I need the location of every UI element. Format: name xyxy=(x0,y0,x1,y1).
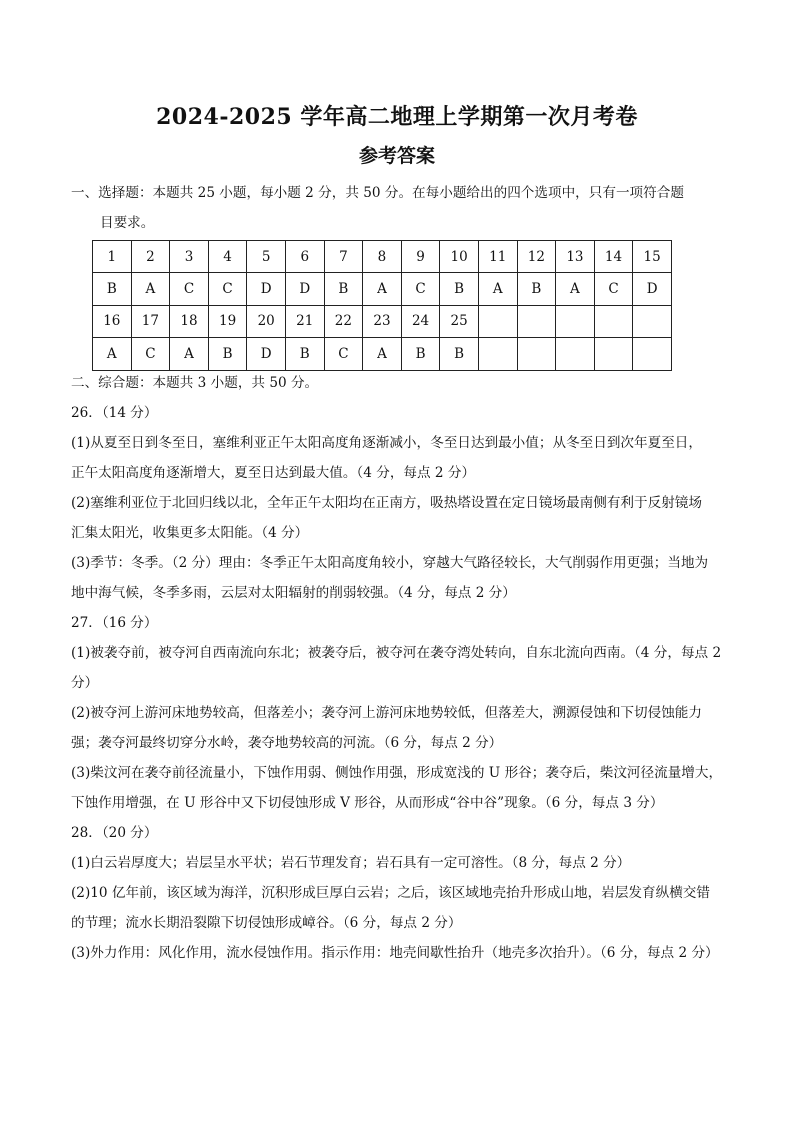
table-cell: 10 xyxy=(440,241,479,273)
table-cell: 23 xyxy=(363,305,402,337)
table-cell xyxy=(517,338,556,370)
table-cell: D xyxy=(247,338,286,370)
q27-answer-3-line2: 下蚀作用增强，在 U 形谷中又下切侵蚀形成 V 形谷，从而形成“谷中谷”现象。（6 分，每点 3 分） xyxy=(71,795,664,811)
q26-answer-1-line1: (1)从夏至日到冬至日，塞维利亚正午太阳高度角逐渐减小，冬至日达到最小值；从冬至日到次年夏至日， xyxy=(71,435,702,451)
q26-header: 26．（14 分） xyxy=(71,405,158,421)
table-cell: A xyxy=(93,338,132,370)
page-title: 2024-2025 学年高二地理上学期第一次月考卷 xyxy=(156,104,638,130)
table-cell: 4 xyxy=(208,241,247,273)
section2-heading: 二、综合题：本题共 3 小题，共 50 分。 xyxy=(71,375,319,391)
table-cell: 18 xyxy=(170,305,209,337)
table-cell xyxy=(517,305,556,337)
table-cell: 2 xyxy=(131,241,170,273)
table-cell: B xyxy=(93,273,132,305)
q28-header: 28．（20 分） xyxy=(71,825,158,841)
table-cell: 21 xyxy=(285,305,324,337)
q26-answer-2-line2: 汇集太阳光，收集更多太阳能。（4 分） xyxy=(71,525,309,541)
table-cell: C xyxy=(324,338,363,370)
answer-table xyxy=(92,240,672,371)
table-cell: C xyxy=(131,338,170,370)
section2-block xyxy=(71,368,731,968)
q28-answer-3-line1: (3)外力作用：风化作用，流水侵蚀作用。指示作用：地壳间歇性抬升（地壳多次抬升）。（6 分，每点 2 分） xyxy=(71,945,719,961)
table-cell xyxy=(594,305,633,337)
table-cell: 7 xyxy=(324,241,363,273)
table-row-answers-2 xyxy=(93,338,672,370)
table-cell: 3 xyxy=(170,241,209,273)
table-cell: B xyxy=(401,338,440,370)
table-cell: 14 xyxy=(594,241,633,273)
table-cell: B xyxy=(208,338,247,370)
table-cell: 12 xyxy=(517,241,556,273)
q28-answer-1-line1: (1)白云岩厚度大；岩层呈水平状；岩石节理发育；岩石具有一定可溶性。（8 分，每点 2 分） xyxy=(71,855,631,871)
table-cell: 1 xyxy=(93,241,132,273)
q27-header: 27．（16 分） xyxy=(71,615,158,631)
table-cell: D xyxy=(633,273,672,305)
q27-answer-2-line2: 强；袭夺河最终切穿分水岭，袭夺地势较高的河流。（6 分，每点 2 分） xyxy=(71,735,503,751)
table-cell: 19 xyxy=(208,305,247,337)
q26-answer-3-line2: 地中海气候，冬季多雨，云层对太阳辐射的削弱较强。（4 分，每点 2 分） xyxy=(71,585,516,601)
table-row-numbers-2 xyxy=(93,305,672,337)
table-cell: 25 xyxy=(440,305,479,337)
table-cell xyxy=(556,305,595,337)
table-cell: B xyxy=(324,273,363,305)
table-cell: A xyxy=(131,273,170,305)
table-cell: 6 xyxy=(285,241,324,273)
q26-answer-1-line2: 正午太阳高度角逐渐增大，夏至日达到最大值。（4 分，每点 2 分） xyxy=(71,465,476,481)
table-cell: A xyxy=(363,338,402,370)
table-cell: B xyxy=(440,338,479,370)
table-cell: 17 xyxy=(131,305,170,337)
table-cell xyxy=(594,338,633,370)
table-cell xyxy=(633,338,672,370)
table-cell: A xyxy=(363,273,402,305)
table-cell: 24 xyxy=(401,305,440,337)
q26-answer-3-line1: (3)季节：冬季。（2 分）理由：冬季正午太阳高度角较小，穿越大气路径较长，大气削弱作用更强；当地为 xyxy=(71,555,709,571)
table-cell: 5 xyxy=(247,241,286,273)
table-cell: B xyxy=(517,273,556,305)
table-cell: A xyxy=(556,273,595,305)
q28-answer-2-line1: (2)10 亿年前，该区域为海洋，沉积形成巨厚白云岩；之后，该区域地壳抬升形成山地，岩层发育纵横交错 xyxy=(71,885,710,901)
table-cell: D xyxy=(247,273,286,305)
table-cell: B xyxy=(285,338,324,370)
table-cell: 16 xyxy=(93,305,132,337)
table-cell: 20 xyxy=(247,305,286,337)
table-cell xyxy=(633,305,672,337)
section1-instructions xyxy=(71,178,731,238)
table-cell: A xyxy=(478,273,517,305)
section1-line1: 一、选择题：本题共 25 小题，每小题 2 分，共 50 分。在每小题给出的四个选项中，只有一项符合题 xyxy=(71,185,684,201)
table-cell xyxy=(478,338,517,370)
table-cell: C xyxy=(208,273,247,305)
table-row-answers-1 xyxy=(93,273,672,305)
q27-answer-1-line2: 分） xyxy=(71,675,99,691)
q27-answer-3-line1: (3)柴汶河在袭夺前径流量小，下蚀作用弱、侧蚀作用强，形成宽浅的 U 形谷；袭夺后，柴汶河径流量增大， xyxy=(71,765,723,781)
table-cell: C xyxy=(170,273,209,305)
table-cell: 15 xyxy=(633,241,672,273)
table-cell: 13 xyxy=(556,241,595,273)
table-cell xyxy=(478,305,517,337)
table-cell: A xyxy=(170,338,209,370)
table-cell: B xyxy=(440,273,479,305)
q27-answer-2-line1: (2)被夺河上游河床地势较高，但落差小；袭夺河上游河床地势较低，但落差大，溯源侵蚀和下切侵蚀能力 xyxy=(71,705,702,721)
table-cell: 9 xyxy=(401,241,440,273)
q28-answer-2-line2: 的节理；流水长期沿裂隙下切侵蚀形成嶂谷。（6 分，每点 2 分） xyxy=(71,915,462,931)
q26-answer-2-line1: (2)塞维利亚位于北回归线以北，全年正午太阳均在正南方，吸热塔设置在定日镜场最南侧有利于反射镜场 xyxy=(71,495,702,511)
section1-line2: 目要求。 xyxy=(100,215,155,231)
table-cell: C xyxy=(594,273,633,305)
table-row-numbers-1 xyxy=(93,241,672,273)
table-cell: 11 xyxy=(478,241,517,273)
q27-answer-1-line1: (1)被袭夺前，被夺河自西南流向东北；被袭夺后，被夺河在袭夺湾处转向，自东北流向西南。（4 分，每点 2 xyxy=(71,645,722,661)
table-cell xyxy=(556,338,595,370)
page-subtitle: 参考答案 xyxy=(358,145,435,167)
table-cell: 22 xyxy=(324,305,363,337)
table-cell: 8 xyxy=(363,241,402,273)
table-cell: C xyxy=(401,273,440,305)
table-cell: D xyxy=(285,273,324,305)
